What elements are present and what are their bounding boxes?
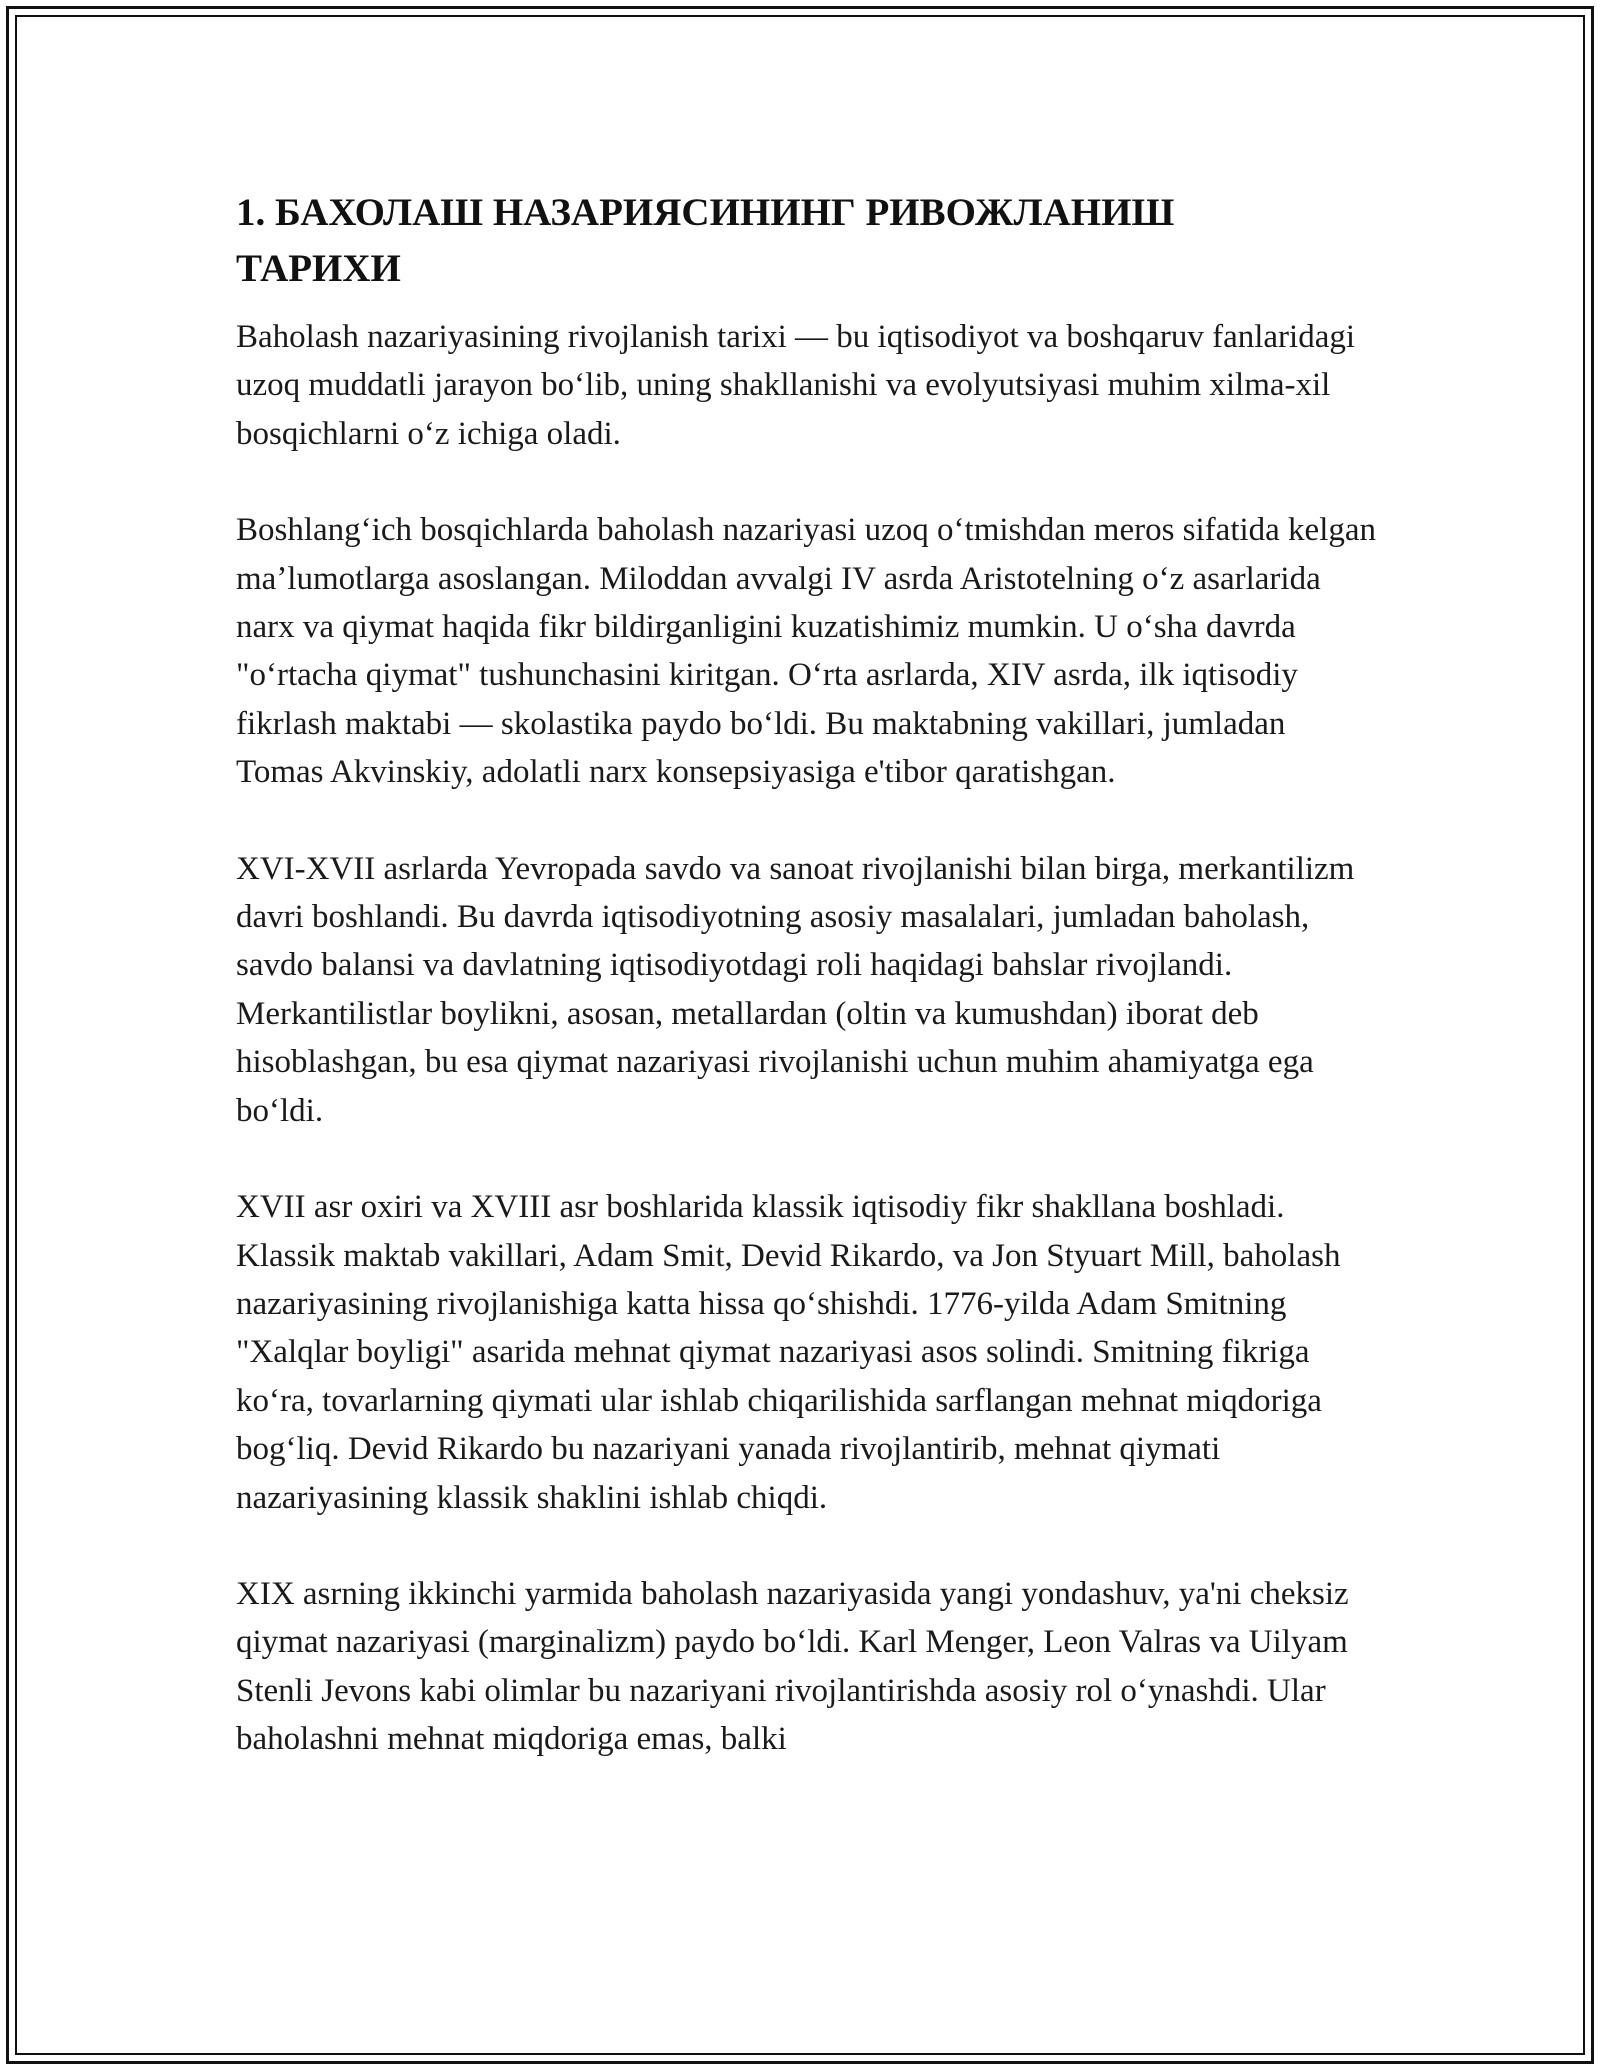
paragraph-intro: Baholash nazariyasining rivojlanish tarixi — bu iqtisodiyot va boshqaruv fanlaridagi uzoq muddatli jarayon boʻlib, uning shakllanishi va evolyutsiyasi muhim xilma-xil bosqichlarni oʻz ichiga oladi. [236, 319, 1356, 452]
paragraph-mercantilism: XVI-XVII asrlarda Yevropada savdo va sanoat rivojlanishi bilan birga, merkantilizm davri boshlandi. Bu davrda iqtisodiyotning asosiy masalalari, jumladan baholash, savdo balansi va davlatning iqtisodiyotdagi roli haqidagi bahslar rivojlandi. Merkantilistlar boylikni, asosan, metallardan (oltin va kumushdan) iborat deb hisoblashgan, bu esa qiymat nazariyasi rivojlanishi uchun muhim ahamiyatga ega boʻldi. [236, 850, 1355, 1129]
paragraph-classical-school: XVII asr oxiri va XVIII asr boshlarida klassik iqtisodiy fikr shakllana boshladi. Klassik maktab vakillari, Adam Smit, Devid Rikardo, va Jon Styuart Mill, baholash nazariyasining rivojlanishiga katta hissa qoʻshishdi. 1776-yilda Adam Smitning "Xalqlar boyligi" asarida mehnat qiymat nazariyasi asos solindi. Smitning fikriga koʻra, tovarlarning qiymati ular ishlab chiqarilishida sarflangan mehnat miqdoriga bogʻliq. Devid Rikardo bu nazariyani yanada rivojlantirib, mehnat qiymati nazariyasining klassik shaklini ishlab chiqdi. [236, 1189, 1341, 1516]
paragraph-early-stages: Boshlangʻich bosqichlarda baholash nazariyasi uzoq oʻtmishdan meros sifatida kelgan maʼlumotlarga asoslangan. Miloddan avvalgi IV asrda Aristotelning oʻz asarlarida narx va qiymat haqida fikr bildirganligini kuzatishimiz mumkin. U oʻsha davrda "oʻrtacha qiymat" tushunchasini kiritgan. Oʻrta asrlarda, XIV asrda, ilk iqtisodiy fikrlash maktabi — skolastika paydo boʻldi. Bu maktabning vakillari, jumladan Tomas Akvinskiy, adolatli narx konsepsiyasiga e'tibor qaratishgan. [236, 512, 1377, 791]
paragraph-marginalism: XIX asrning ikkinchi yarmida baholash nazariyasida yangi yondashuv, ya'ni cheksiz qiymat nazariyasi (marginalizm) paydo boʻldi. Karl Menger, Leon Valras va Uilyam Stenli Jevons kabi olimlar bu nazariyani rivojlantirishda asosiy rol oʻynashdi. Ular baholashni mehnat miqdoriga emas, balki [236, 1575, 1349, 1758]
section-heading: 1. БАХОЛАШ НАЗАРИЯСИНИНГ РИВОЖЛАНИШ ТАРИХИ [236, 191, 1175, 290]
document-body [236, 185, 1376, 1812]
